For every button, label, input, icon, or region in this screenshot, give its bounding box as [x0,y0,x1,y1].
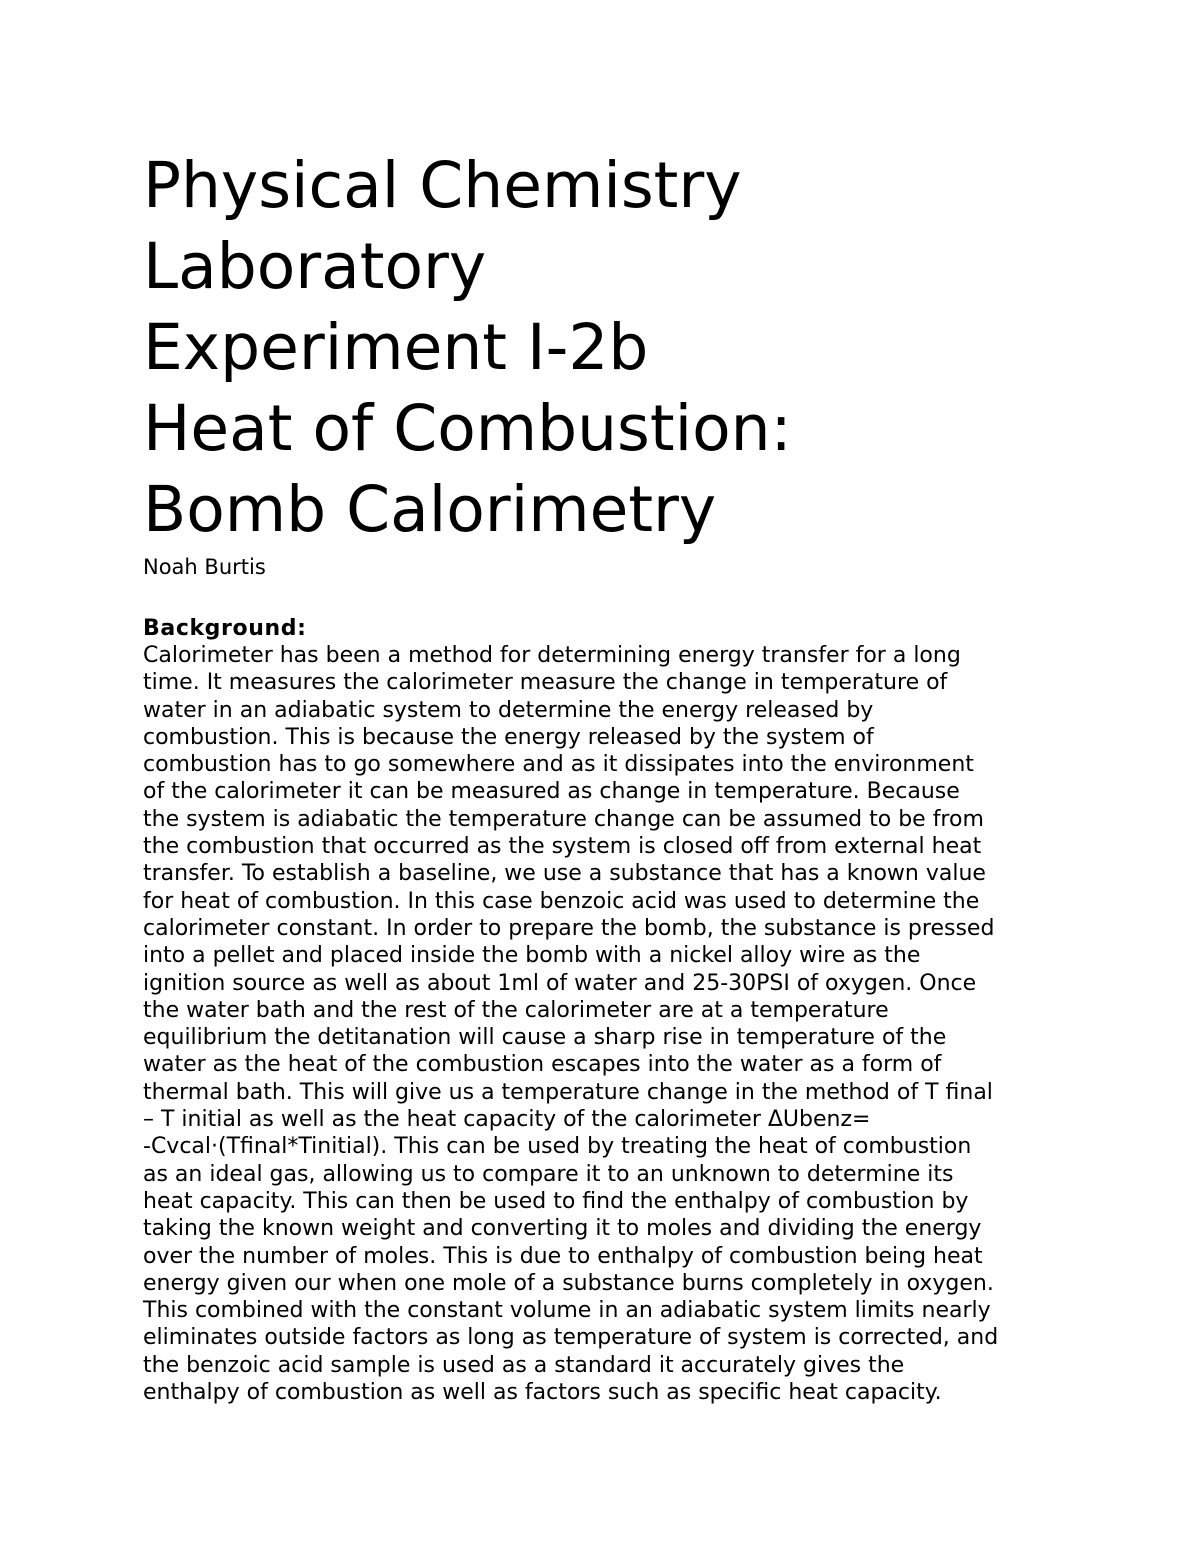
paragraph-line: equilibrium the detitanation will cause a sharp rise in temperature of the [143,1025,947,1051]
paragraph-line: combustion. This is because the energy released by the system of [143,724,874,750]
paragraph-line: into a pellet and placed inside the bomb with a nickel alloy wire as the [143,943,921,969]
paragraph-line: calorimeter constant. In order to prepare the bomb, the substance is pressed [143,915,995,941]
paragraph-line: This combined with the constant volume in an adiabatic system limits nearly [143,1298,991,1324]
paragraph-line: thermal bath. This will give us a temperature change in the method of T final [143,1079,993,1105]
title-line: Physical Chemistry [143,149,742,222]
paragraph-line: over the number of moles. This is due to enthalpy of combustion being heat [143,1243,983,1269]
paragraph-line: taking the known weight and converting it to moles and dividing the energy [143,1216,982,1242]
paragraph-line: the system is adiabatic the temperature change can be assumed to be from [143,806,984,832]
paragraph-line: transfer. To establish a baseline, we use a substance that has a known value [143,861,986,887]
paragraph-line: the combustion that occurred as the system is closed off from external heat [143,834,982,860]
paragraph-line: water as the heat of the combustion escapes into the water as a form of [143,1052,942,1078]
paragraph-line: -Cvcal·(Tfinal*Tinitial). This can be used by treating the heat of combustion [143,1134,972,1160]
paragraph-line: of the calorimeter it can be measured as change in temperature. Because [143,779,960,805]
paragraph-line: for heat of combustion. In this case benzoic acid was used to determine the [143,888,980,914]
background-paragraph [143,642,1083,1406]
paragraph-line: enthalpy of combustion as well as factors such as specific heat capacity. [143,1380,942,1406]
author-name: Noah Burtis [143,555,266,579]
section-heading: Background: [143,616,307,641]
paragraph-line: the benzoic acid sample is used as a standard it accurately gives the [143,1352,905,1378]
title-line: Experiment I-2b [143,311,649,384]
paragraph-line: combustion has to go somewhere and as it dissipates into the environment [143,752,974,778]
title-line: Heat of Combustion: [143,392,792,465]
paragraph-line: eliminates outside factors as long as temperature of system is corrected, and [143,1325,999,1351]
paragraph-line: – T initial as well as the heat capacity of the calorimeter ΔUbenz= [143,1107,871,1133]
document-page [143,145,1083,1406]
paragraph-line: time. It measures the calorimeter measure the change in temperature of [143,670,948,696]
paragraph-line: the water bath and the rest of the calorimeter are at a temperature [143,997,889,1023]
title-line: Bomb Calorimetry [143,473,717,546]
paragraph-line: water in an adiabatic system to determine the energy released by [143,697,874,723]
document-title [143,145,1083,550]
paragraph-line: energy given our when one mole of a substance burns completely in oxygen. [143,1270,994,1296]
paragraph-line: heat capacity. This can then be used to find the enthalpy of combustion by [143,1188,969,1214]
title-line: Laboratory [143,230,487,303]
paragraph-line: Calorimeter has been a method for determining energy transfer for a long [143,643,961,668]
paragraph-line: ignition source as well as about 1ml of water and 25-30PSI of oxygen. Once [143,970,977,996]
paragraph-line: as an ideal gas, allowing us to compare it to an unknown to determine its [143,1161,954,1187]
